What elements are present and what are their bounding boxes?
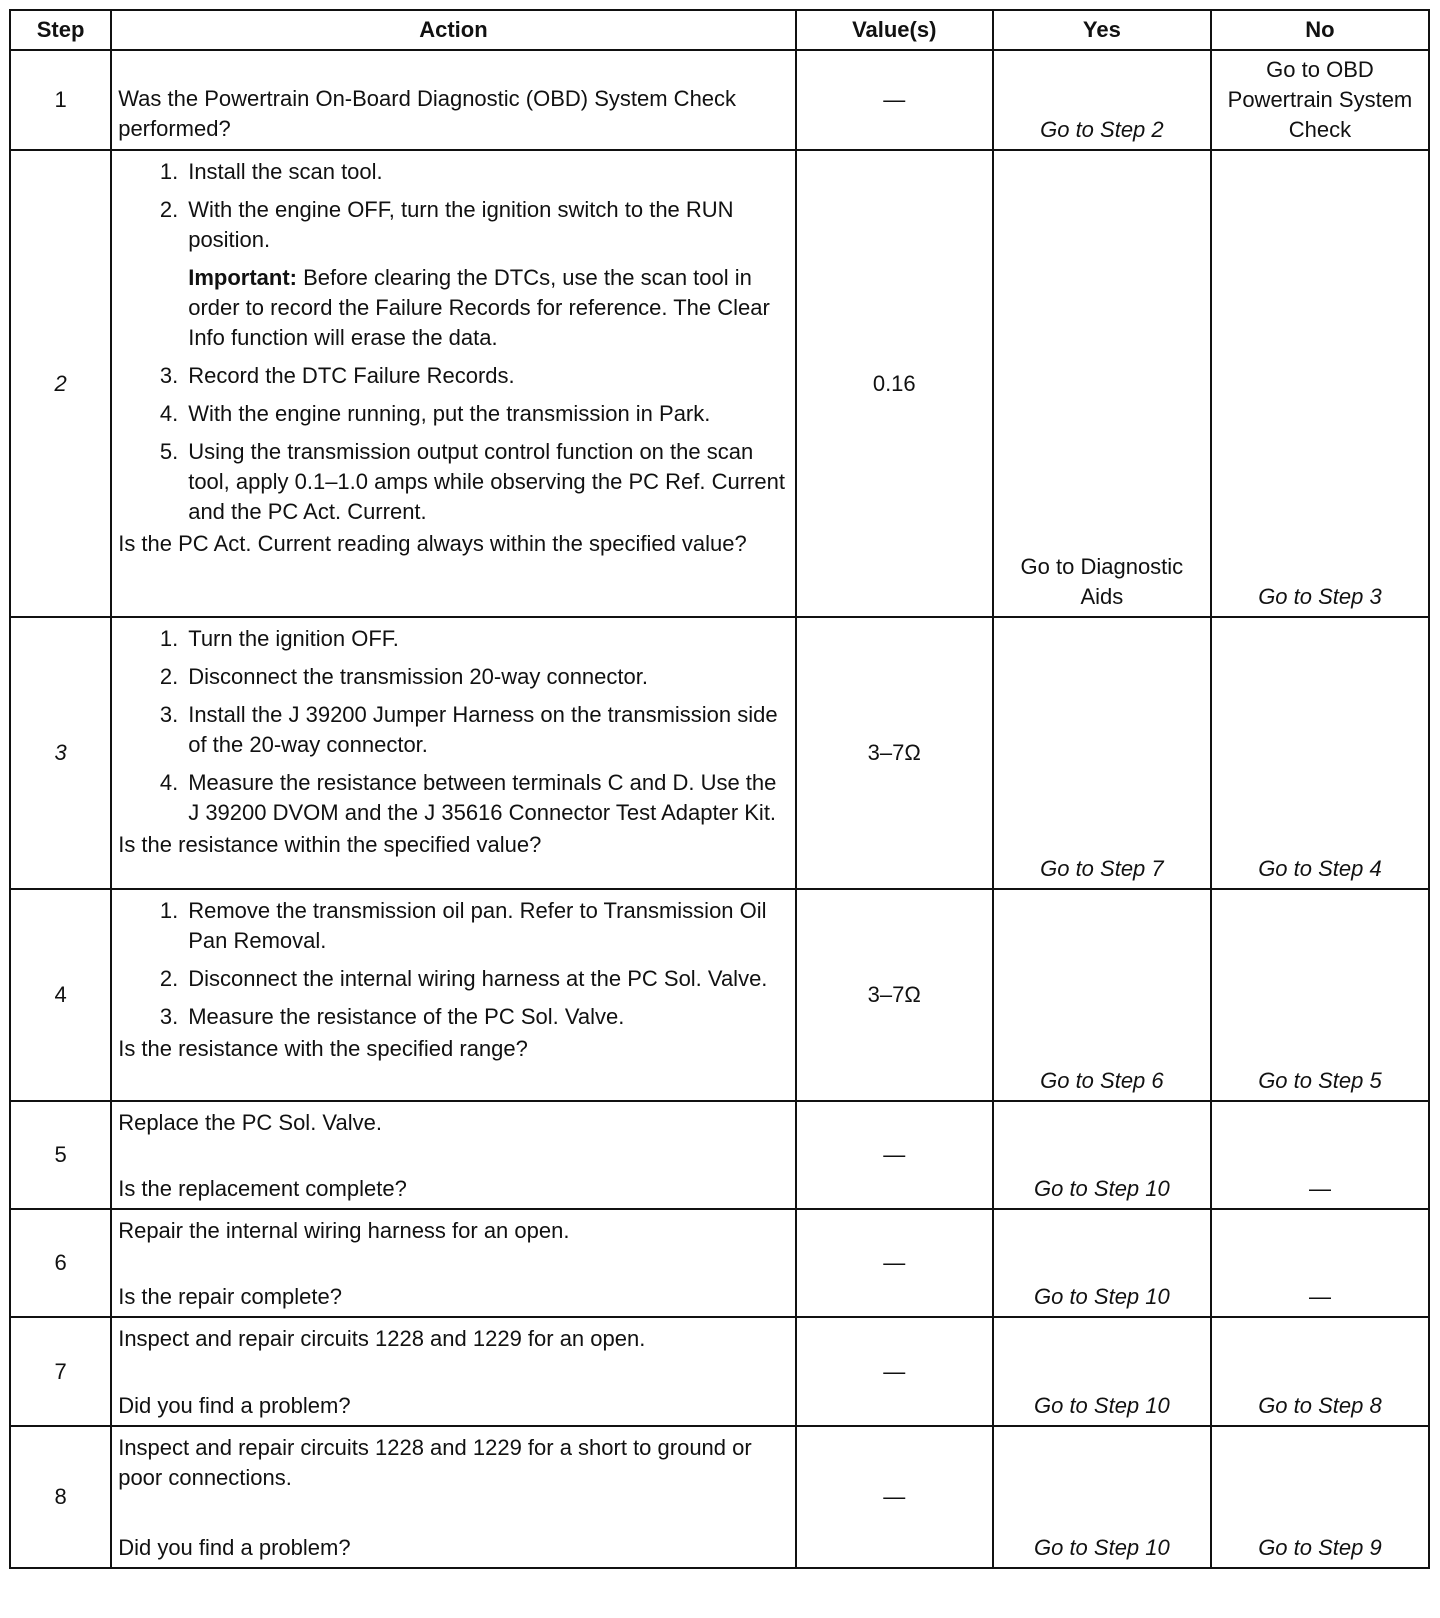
list-item: 1. Turn the ignition OFF. [159, 626, 399, 651]
list-item: 3. Install the J 39200 Jumper Harness on the transmission side of the 20-way connector. [159, 702, 778, 757]
no-cell: — [1211, 1209, 1429, 1317]
value-cell: — [796, 50, 993, 150]
action-cell [111, 1426, 795, 1568]
no-cell: Go to Step 9 [1211, 1426, 1429, 1568]
table-row-6 [10, 1209, 1429, 1317]
step-number: 4 [10, 889, 111, 1101]
action-question: Is the replacement complete? [118, 1176, 407, 1201]
action-question: Is the PC Act. Current reading always within the specified value? [118, 531, 747, 556]
list-item: 4. With the engine running, put the transmission in Park. [159, 401, 711, 426]
yes-cell: Go to Step 7 [993, 617, 1211, 889]
table-row-3 [10, 617, 1429, 889]
action-instruction: Replace the PC Sol. Valve. [118, 1110, 382, 1135]
value-cell: 3–7Ω [796, 617, 993, 889]
header-step: Step [10, 10, 111, 50]
no-cell: — [1211, 1101, 1429, 1209]
table-row-7 [10, 1317, 1429, 1426]
list-item: 5. Using the transmission output control function on the scan tool, apply 0.1–1.0 amps while observing the PC Ref. Current and the PC Act. Current. [159, 439, 785, 524]
step-number: 5 [10, 1101, 111, 1209]
yes-cell: Go to Step 10 [993, 1209, 1211, 1317]
action-step-list [118, 361, 788, 527]
table-row-1 [10, 50, 1429, 150]
action-cell [111, 150, 795, 617]
action-question: Is the resistance within the specified value? [118, 832, 542, 857]
step-number: 7 [10, 1317, 111, 1426]
yes-cell: Go to Step 10 [993, 1426, 1211, 1568]
header-yes: Yes [993, 10, 1211, 50]
list-item: 3. Measure the resistance of the PC Sol. Valve. [159, 1004, 625, 1029]
list-item: 3. Record the DTC Failure Records. [159, 363, 515, 388]
header-row [10, 10, 1429, 50]
table-row-4 [10, 889, 1429, 1101]
step-number: 3 [10, 617, 111, 889]
step-number: 8 [10, 1426, 111, 1568]
action-cell [111, 1317, 795, 1426]
value-cell: — [796, 1426, 993, 1568]
value-cell: — [796, 1101, 993, 1209]
action-cell [111, 50, 795, 150]
step-number: 2 [10, 150, 111, 617]
important-note: Important: Before clearing the DTCs, use the scan tool in order to record the Failure Records for reference. The Clear Info function will erase the data. [188, 265, 770, 350]
yes-cell: Go to Step 6 [993, 889, 1211, 1101]
yes-cell: Go to Step 10 [993, 1317, 1211, 1426]
value-cell: — [796, 1209, 993, 1317]
header-no: No [1211, 10, 1429, 50]
diagnostic-table [9, 9, 1430, 1569]
action-question: Was the Powertrain On-Board Diagnostic (OBD) System Check performed? [118, 86, 737, 141]
action-question: Did you find a problem? [118, 1393, 351, 1418]
header-values: Value(s) [796, 10, 993, 50]
list-item: 1. Install the scan tool. [159, 159, 383, 184]
header-action: Action [111, 10, 795, 50]
list-item: 2. With the engine OFF, turn the ignition switch to the RUN position. [159, 197, 734, 252]
action-instruction: Inspect and repair circuits 1228 and 1229 for an open. [118, 1326, 646, 1351]
action-instruction: Inspect and repair circuits 1228 and 1229 for a short to ground or poor connections. [118, 1435, 752, 1490]
value-cell: 3–7Ω [796, 889, 993, 1101]
action-cell [111, 617, 795, 889]
yes-cell: Go to Step 2 [993, 50, 1211, 150]
action-step-list [118, 624, 788, 828]
list-item: 1. Remove the transmission oil pan. Refer to Transmission Oil Pan Removal. [159, 898, 767, 953]
value-cell: 0.16 [796, 150, 993, 617]
no-cell: Go to OBD Powertrain System Check [1211, 50, 1429, 150]
table-row-5 [10, 1101, 1429, 1209]
action-question: Is the repair complete? [118, 1284, 342, 1309]
table-row-2 [10, 150, 1429, 617]
action-step-list [118, 896, 788, 1032]
no-cell: Go to Step 8 [1211, 1317, 1429, 1426]
action-cell [111, 1101, 795, 1209]
action-question: Is the resistance with the specified range? [118, 1036, 528, 1061]
action-question: Did you find a problem? [118, 1535, 351, 1560]
step-number: 6 [10, 1209, 111, 1317]
value-cell: — [796, 1317, 993, 1426]
yes-cell: Go to Step 10 [993, 1101, 1211, 1209]
yes-cell: Go to Diagnostic Aids [993, 150, 1211, 617]
list-item: 4. Measure the resistance between terminals C and D. Use the J 39200 DVOM and the J 35616 Connector Test Adapter Kit. [159, 770, 777, 825]
no-cell: Go to Step 3 [1211, 150, 1429, 617]
no-cell: Go to Step 4 [1211, 617, 1429, 889]
action-cell [111, 1209, 795, 1317]
list-item: 2. Disconnect the internal wiring harness at the PC Sol. Valve. [159, 966, 768, 991]
table-row-8 [10, 1426, 1429, 1568]
no-cell: Go to Step 5 [1211, 889, 1429, 1101]
action-cell [111, 889, 795, 1101]
action-step-list [118, 157, 788, 255]
list-item: 2. Disconnect the transmission 20-way connector. [159, 664, 648, 689]
action-instruction: Repair the internal wiring harness for an open. [118, 1218, 570, 1243]
step-number: 1 [10, 50, 111, 150]
